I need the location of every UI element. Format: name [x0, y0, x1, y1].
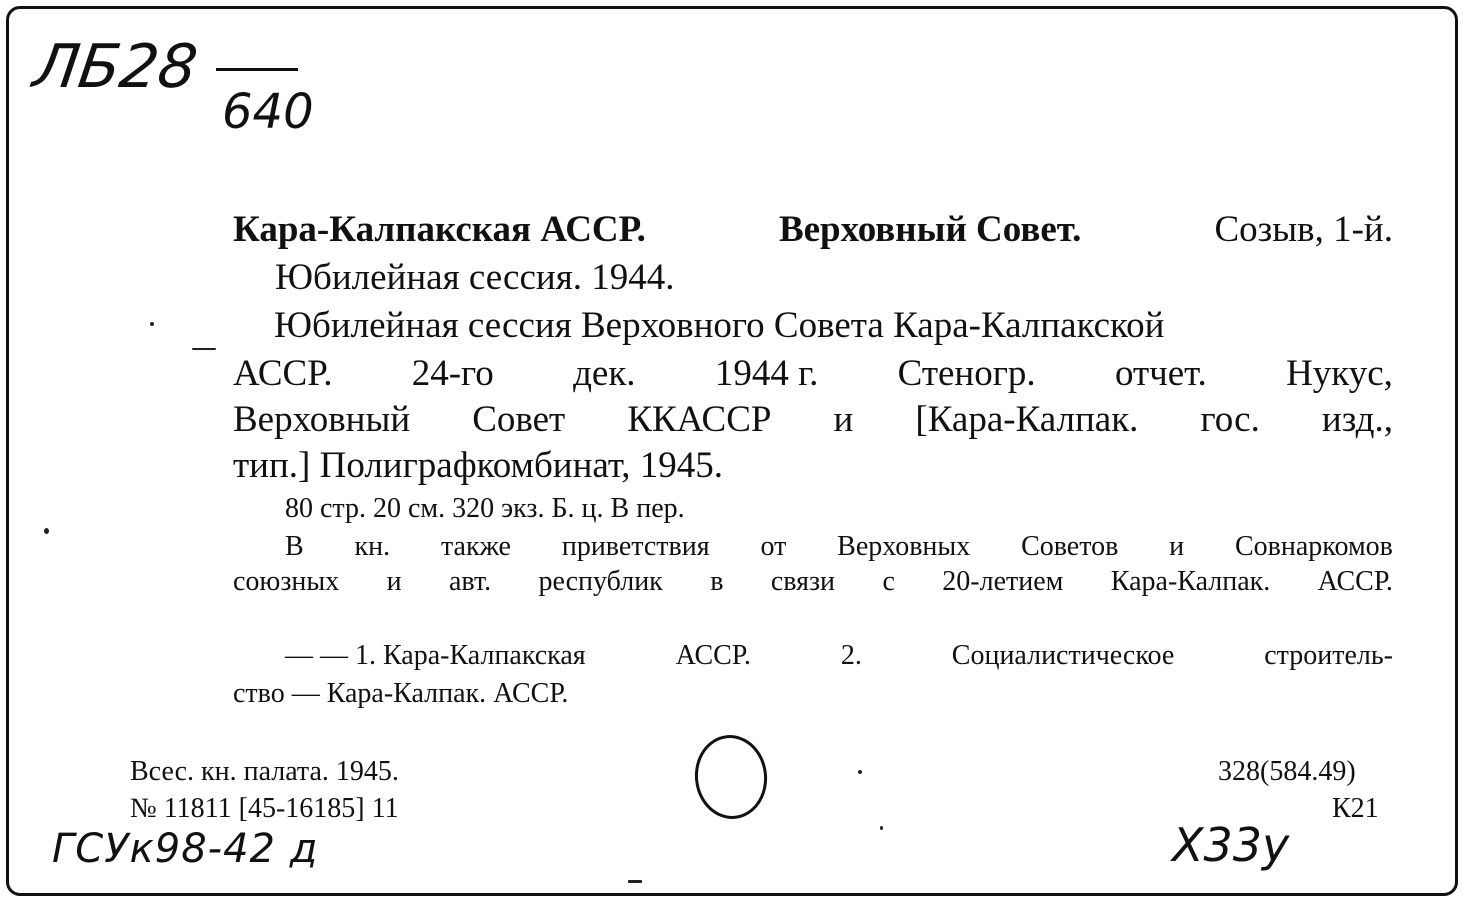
title-line-2: АССР. 24-го дек. 1944 г. Стеногр. отчет. Нукус, [233, 353, 1393, 394]
handwritten-inventory: ГСУк98-42 д [52, 826, 319, 872]
heading-org: Кара-Калпакская АССР. [233, 209, 646, 250]
subjects-line-2: ство — Кара-Калпак. АССР. [233, 678, 569, 709]
handwritten-code: Х33у [1172, 818, 1290, 872]
shelf-mark: ЛБ28 [29, 32, 202, 102]
shelf-mark-line [216, 68, 298, 71]
title-line-1: Юбилейная сессия Верховного Совета Кара-Калпакской [274, 305, 1165, 346]
speck [192, 348, 216, 350]
footer-chamber: Всес. кн. палата. 1945. [130, 756, 399, 787]
title-line-4: тип.] Полиграфкомбинат, 1945. [233, 445, 723, 486]
shelf-number: 640 [222, 84, 314, 140]
footer-classification: 328(584.49) [1218, 756, 1356, 787]
note-line-1: В кн. также приветствия от Верховных Советов и Совнаркомов [285, 531, 1393, 562]
note-line-2: союзных и авт. республик в связи с 20-летием Кара-Калпак. АССР. [233, 566, 1393, 597]
footer-author-mark: К21 [1332, 793, 1379, 824]
speck [858, 770, 862, 774]
subheading: Юбилейная сессия. 1944. [275, 257, 675, 298]
heading-convocation: Созыв, 1-й. [1214, 209, 1393, 250]
subjects-line-1: — — 1. Кара-Калпакская АССР. 2. Социалистическое строитель- [285, 640, 1393, 671]
heading-body: Верховный Совет. [778, 209, 1082, 250]
speck [150, 322, 154, 326]
collation: 80 стр. 20 см. 320 экз. Б. ц. В пер. [285, 493, 685, 524]
speck [44, 528, 49, 534]
speck [880, 826, 883, 830]
speck [628, 880, 642, 883]
footer-number: № 11811 [45-16185] 11 [130, 793, 399, 824]
heading-line [233, 208, 1393, 251]
title-line-3: Верховный Совет ККАССР и [Кара-Калпак. гос. изд., [233, 399, 1393, 440]
